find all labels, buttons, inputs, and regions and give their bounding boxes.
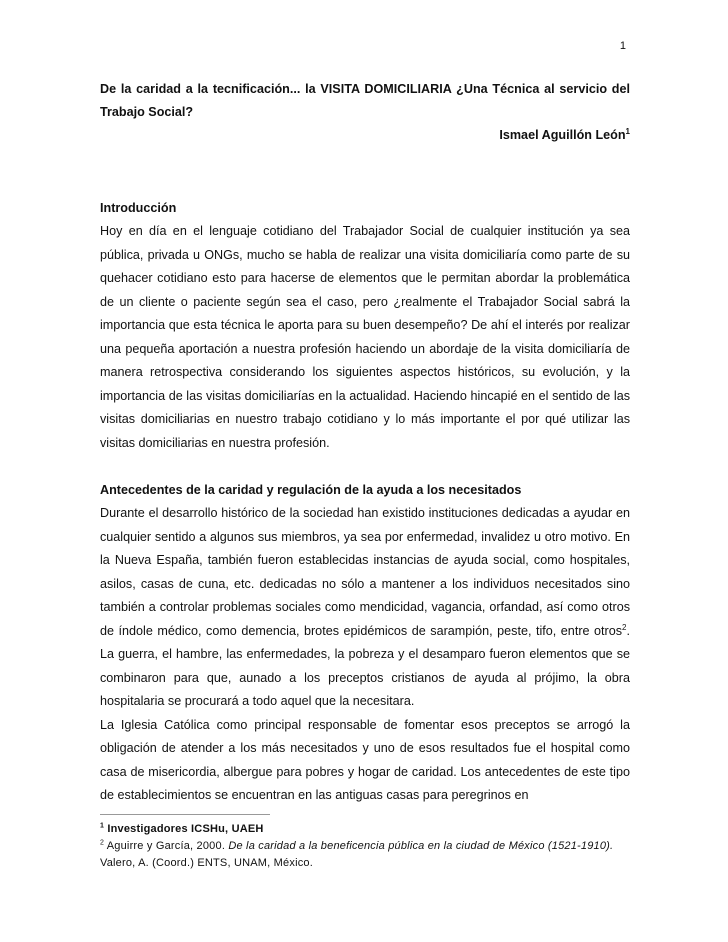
- footnote-2-text-b: Valero, A. (Coord.) ENTS, UNAM, México.: [100, 856, 313, 869]
- antecedentes-p1-text: Durante el desarrollo histórico de la sociedad han existido instituciones dedicadas a ayudar en cualquier sentido a algunos sus miembros, ya sea por enfermedad, invalidez u otro motivo. En la Nueva España, también fueron establecidas instancias de ayuda social, como hospitales, asilos, casas de cuna, etc. dedicadas no sólo a mantener a los individuos necesitados sino también a controlar problemas sociales como mendicidad, vagancia, orfandad, así como otros de índole médico, como demencia, brotes epidémicos de sarampión, peste, tifo, entre otros: [100, 506, 630, 638]
- antecedentes-p1-text-cont: . La guerra, el hambre, las enfermedades, la pobreza y el desamparo fueron elementos que se combinaron para que, aunado a los preceptos cristianos de ayuda al prójimo, la obra hospitalaria se procurará a todo aquel que la necesitara.: [100, 623, 630, 708]
- footnote-2-mark[interactable]: 2: [622, 622, 627, 632]
- antecedentes-paragraph-2: La Iglesia Católica como principal responsable de fomentar esos preceptos se arrogó la obligación de atender a los más necesitados y uno de esos resultados fue el hospital como casa de misericordia, albergue para pobres y hogar de caridad. Los antecedentes de este tipo de establecimientos se encuentran en las antiguas casas para peregrinos en: [100, 717, 630, 802]
- intro-heading: Introducción: [100, 201, 177, 215]
- document-body: [100, 78, 630, 872]
- footnote-2-text-a: Aguirre y García, 2000.: [106, 839, 229, 852]
- footnote-2: [100, 838, 630, 872]
- page-number: 1: [619, 40, 626, 52]
- antecedentes-paragraph-1: [100, 502, 630, 714]
- footnote-1-number: 1: [100, 821, 105, 829]
- footnote-2-title: De la caridad a la beneficencia pública en la ciudad de México (1521-1910).: [228, 839, 614, 852]
- author-line: [100, 124, 630, 147]
- footnote-1: [100, 821, 630, 838]
- intro-paragraph: Hoy en día en el lenguaje cotidiano del Trabajador Social de cualquier institución ya sea pública, privada u ONGs, mucho se habla de realizar una visita domiciliaría como parte de su quehacer cotidiano esto para hacerse de elementos que le permitan abordar la problemática de un cliente o paciente según sea el caso, pero ¿realmente el Trabajador Social sabrá la importancia que esta técnica le aporta para su buen desempeño? De ahí el interés por realizar una pequeña aportación a nuestra profesión haciendo un abordaje de la visita domiciliaría de manera retrospectiva considerando los siguientes aspectos históricos, su evolución, y la importancia de las visitas domiciliarías en la actualidad. Haciendo hincapié en el sentido de las visitas domiciliarias en nuestro trabajo cotidiano y lo más importante el por qué utilizar las visitas domiciliarias en nuestra profesión.: [100, 224, 630, 450]
- footnote-separator: [100, 814, 270, 815]
- author-footnote-mark[interactable]: 1: [625, 126, 630, 136]
- author-name: Ismael Aguillón León: [499, 128, 626, 142]
- document-title: De la caridad a la tecnificación... la VISITA DOMICILIARIA ¿Una Técnica al servicio del Trabajo Social?: [100, 82, 630, 119]
- antecedentes-heading: Antecedentes de la caridad y regulación de la ayuda a los necesitados: [100, 483, 522, 497]
- footnote-1-text: Investigadores ICSHu, UAEH: [107, 822, 264, 835]
- footnote-2-number: 2: [100, 838, 105, 846]
